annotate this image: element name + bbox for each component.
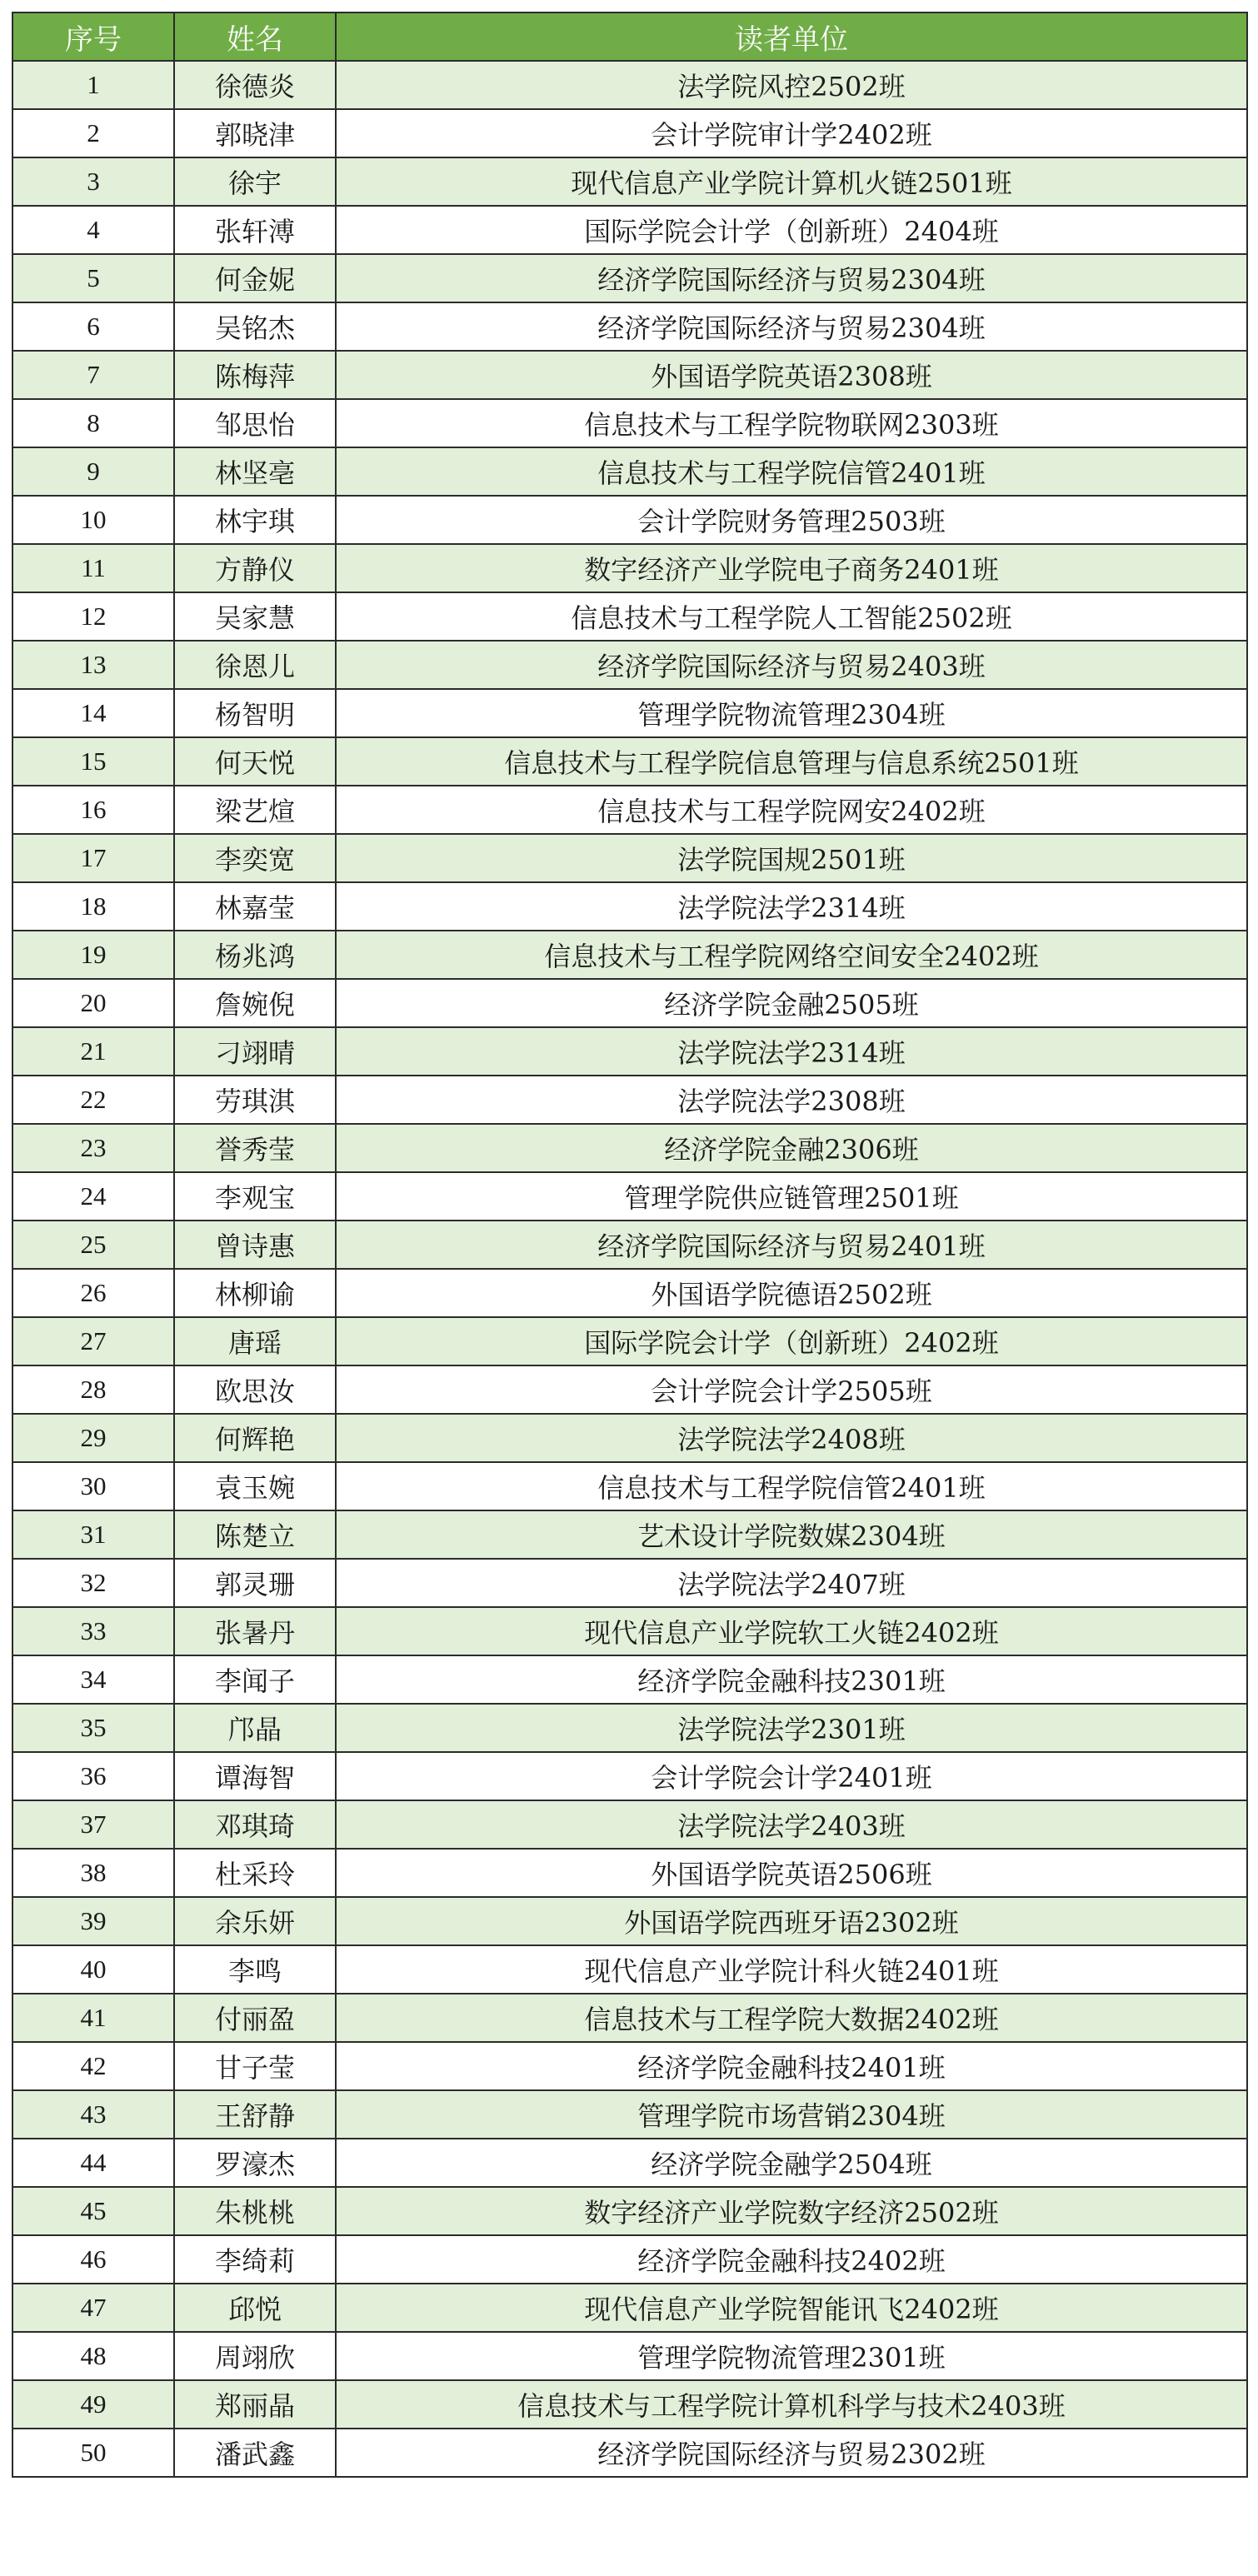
- row-index-cell: 30: [12, 1462, 174, 1510]
- row-index-cell: 43: [12, 2090, 174, 2139]
- table-row: [12, 157, 1247, 206]
- row-unit-cell: 信息技术与工程学院物联网2303班: [336, 399, 1247, 447]
- row-name-cell: 吴铭杰: [174, 302, 336, 351]
- row-index-cell: 33: [12, 1607, 174, 1655]
- table-row: [12, 931, 1247, 979]
- table-row: [12, 1076, 1247, 1124]
- row-unit-cell: 信息技术与工程学院网安2402班: [336, 786, 1247, 834]
- row-index-cell: 36: [12, 1752, 174, 1800]
- row-index-cell: 32: [12, 1559, 174, 1607]
- row-unit-cell: 经济学院金融科技2401班: [336, 2042, 1247, 2090]
- row-unit-cell: 信息技术与工程学院信管2401班: [336, 1462, 1247, 1510]
- row-index-cell: 48: [12, 2332, 174, 2380]
- row-index-cell: 17: [12, 834, 174, 882]
- row-name-cell: 劳琪淇: [174, 1076, 336, 1124]
- row-unit-cell: 外国语学院英语2308班: [336, 351, 1247, 399]
- row-name-cell: 罗濠杰: [174, 2139, 336, 2187]
- row-index-cell: 20: [12, 979, 174, 1027]
- row-name-cell: 袁玉婉: [174, 1462, 336, 1510]
- row-index-cell: 24: [12, 1172, 174, 1221]
- row-unit-cell: 信息技术与工程学院大数据2402班: [336, 1994, 1247, 2042]
- table-row: [12, 2284, 1247, 2332]
- row-unit-cell: 管理学院物流管理2304班: [336, 689, 1247, 737]
- table-row: [12, 2187, 1247, 2235]
- row-index-cell: 44: [12, 2139, 174, 2187]
- row-name-cell: 林坚亳: [174, 447, 336, 496]
- row-name-cell: 邓琪琦: [174, 1800, 336, 1849]
- row-name-cell: 李闻子: [174, 1655, 336, 1704]
- table-row: [12, 399, 1247, 447]
- row-name-cell: 杨智明: [174, 689, 336, 737]
- row-unit-cell: 外国语学院西班牙语2302班: [336, 1897, 1247, 1945]
- row-unit-cell: 经济学院国际经济与贸易2302班: [336, 2429, 1247, 2477]
- row-name-cell: 誉秀莹: [174, 1124, 336, 1172]
- row-index-cell: 4: [12, 206, 174, 254]
- table-row: [12, 109, 1247, 157]
- row-name-cell: 余乐妍: [174, 1897, 336, 1945]
- table-row: [12, 2139, 1247, 2187]
- row-name-cell: 谭海智: [174, 1752, 336, 1800]
- table-row: [12, 2042, 1247, 2090]
- table-row: [12, 641, 1247, 689]
- table-row: [12, 1317, 1247, 1365]
- table-header: [12, 12, 1247, 61]
- row-name-cell: 潘武鑫: [174, 2429, 336, 2477]
- row-unit-cell: 外国语学院德语2502班: [336, 1269, 1247, 1317]
- row-name-cell: 陈楚立: [174, 1510, 336, 1559]
- row-name-cell: 邹思怡: [174, 399, 336, 447]
- row-unit-cell: 艺术设计学院数媒2304班: [336, 1510, 1247, 1559]
- table-row: [12, 61, 1247, 109]
- table-row: [12, 2429, 1247, 2477]
- row-index-cell: 37: [12, 1800, 174, 1849]
- row-index-cell: 11: [12, 544, 174, 592]
- table-row: [12, 1510, 1247, 1559]
- column-header-index: 序号: [12, 12, 174, 61]
- row-unit-cell: 法学院法学2314班: [336, 1027, 1247, 1076]
- table-row: [12, 592, 1247, 641]
- row-index-cell: 47: [12, 2284, 174, 2332]
- row-index-cell: 34: [12, 1655, 174, 1704]
- table-body: [12, 61, 1247, 2477]
- row-name-cell: 林柳谕: [174, 1269, 336, 1317]
- row-index-cell: 1: [12, 61, 174, 109]
- row-unit-cell: 法学院法学2407班: [336, 1559, 1247, 1607]
- row-unit-cell: 经济学院国际经济与贸易2403班: [336, 641, 1247, 689]
- row-index-cell: 39: [12, 1897, 174, 1945]
- table-row: [12, 834, 1247, 882]
- row-unit-cell: 经济学院国际经济与贸易2304班: [336, 254, 1247, 302]
- row-unit-cell: 国际学院会计学（创新班）2404班: [336, 206, 1247, 254]
- table-row: [12, 1897, 1247, 1945]
- table-row: [12, 447, 1247, 496]
- table-row: [12, 1365, 1247, 1414]
- row-index-cell: 46: [12, 2235, 174, 2284]
- table-row: [12, 1994, 1247, 2042]
- table-row: [12, 1752, 1247, 1800]
- row-index-cell: 29: [12, 1414, 174, 1462]
- row-unit-cell: 现代信息产业学院计科火链2401班: [336, 1945, 1247, 1994]
- row-name-cell: 欧思汝: [174, 1365, 336, 1414]
- row-index-cell: 50: [12, 2429, 174, 2477]
- row-index-cell: 31: [12, 1510, 174, 1559]
- table-row: [12, 206, 1247, 254]
- row-index-cell: 12: [12, 592, 174, 641]
- table-row: [12, 1945, 1247, 1994]
- row-name-cell: 曾诗惠: [174, 1221, 336, 1269]
- row-name-cell: 陈梅萍: [174, 351, 336, 399]
- row-index-cell: 27: [12, 1317, 174, 1365]
- row-name-cell: 林宇琪: [174, 496, 336, 544]
- row-name-cell: 李观宝: [174, 1172, 336, 1221]
- row-index-cell: 8: [12, 399, 174, 447]
- row-unit-cell: 会计学院会计学2401班: [336, 1752, 1247, 1800]
- table-row: [12, 786, 1247, 834]
- row-unit-cell: 信息技术与工程学院人工智能2502班: [336, 592, 1247, 641]
- row-index-cell: 18: [12, 882, 174, 931]
- table-row: [12, 1172, 1247, 1221]
- row-index-cell: 6: [12, 302, 174, 351]
- row-index-cell: 7: [12, 351, 174, 399]
- row-index-cell: 23: [12, 1124, 174, 1172]
- row-unit-cell: 经济学院金融2505班: [336, 979, 1247, 1027]
- header-row: [12, 12, 1247, 61]
- row-unit-cell: 现代信息产业学院智能讯飞2402班: [336, 2284, 1247, 2332]
- column-header-unit: 读者单位: [336, 12, 1247, 61]
- row-name-cell: 李奕宽: [174, 834, 336, 882]
- row-index-cell: 5: [12, 254, 174, 302]
- table-row: [12, 2380, 1247, 2429]
- row-name-cell: 徐宇: [174, 157, 336, 206]
- row-unit-cell: 法学院法学2408班: [336, 1414, 1247, 1462]
- row-index-cell: 21: [12, 1027, 174, 1076]
- row-unit-cell: 会计学院会计学2505班: [336, 1365, 1247, 1414]
- row-name-cell: 唐瑶: [174, 1317, 336, 1365]
- table-row: [12, 1124, 1247, 1172]
- table-row: [12, 882, 1247, 931]
- table-row: [12, 496, 1247, 544]
- row-index-cell: 3: [12, 157, 174, 206]
- row-index-cell: 16: [12, 786, 174, 834]
- row-name-cell: 邱悦: [174, 2284, 336, 2332]
- row-unit-cell: 会计学院财务管理2503班: [336, 496, 1247, 544]
- row-unit-cell: 国际学院会计学（创新班）2402班: [336, 1317, 1247, 1365]
- table-row: [12, 1027, 1247, 1076]
- row-unit-cell: 经济学院金融科技2301班: [336, 1655, 1247, 1704]
- row-index-cell: 28: [12, 1365, 174, 1414]
- row-index-cell: 22: [12, 1076, 174, 1124]
- row-unit-cell: 管理学院供应链管理2501班: [336, 1172, 1247, 1221]
- row-unit-cell: 法学院法学2301班: [336, 1704, 1247, 1752]
- row-name-cell: 徐德炎: [174, 61, 336, 109]
- table-row: [12, 1849, 1247, 1897]
- row-unit-cell: 管理学院物流管理2301班: [336, 2332, 1247, 2380]
- row-unit-cell: 法学院法学2308班: [336, 1076, 1247, 1124]
- table-row: [12, 1414, 1247, 1462]
- table-row: [12, 689, 1247, 737]
- table-row: [12, 351, 1247, 399]
- row-unit-cell: 法学院国规2501班: [336, 834, 1247, 882]
- row-index-cell: 10: [12, 496, 174, 544]
- row-index-cell: 26: [12, 1269, 174, 1317]
- row-index-cell: 45: [12, 2187, 174, 2235]
- table-row: [12, 2235, 1247, 2284]
- row-unit-cell: 经济学院金融2306班: [336, 1124, 1247, 1172]
- row-unit-cell: 现代信息产业学院计算机火链2501班: [336, 157, 1247, 206]
- row-name-cell: 杨兆鸿: [174, 931, 336, 979]
- row-name-cell: 付丽盈: [174, 1994, 336, 2042]
- row-name-cell: 张轩溥: [174, 206, 336, 254]
- row-name-cell: 张暑丹: [174, 1607, 336, 1655]
- row-index-cell: 38: [12, 1849, 174, 1897]
- row-name-cell: 何辉艳: [174, 1414, 336, 1462]
- row-index-cell: 35: [12, 1704, 174, 1752]
- row-name-cell: 詹婉倪: [174, 979, 336, 1027]
- row-unit-cell: 会计学院审计学2402班: [336, 109, 1247, 157]
- row-index-cell: 19: [12, 931, 174, 979]
- table-row: [12, 1704, 1247, 1752]
- row-name-cell: 吴家慧: [174, 592, 336, 641]
- row-unit-cell: 现代信息产业学院软工火链2402班: [336, 1607, 1247, 1655]
- table-row: [12, 1559, 1247, 1607]
- row-unit-cell: 信息技术与工程学院网络空间安全2402班: [336, 931, 1247, 979]
- row-unit-cell: 数字经济产业学院数字经济2502班: [336, 2187, 1247, 2235]
- table-row: [12, 254, 1247, 302]
- row-name-cell: 郑丽晶: [174, 2380, 336, 2429]
- column-header-name: 姓名: [174, 12, 336, 61]
- row-name-cell: 梁艺煊: [174, 786, 336, 834]
- row-name-cell: 徐恩儿: [174, 641, 336, 689]
- row-index-cell: 41: [12, 1994, 174, 2042]
- row-unit-cell: 信息技术与工程学院信息管理与信息系统2501班: [336, 737, 1247, 786]
- row-unit-cell: 信息技术与工程学院信管2401班: [336, 447, 1247, 496]
- row-index-cell: 15: [12, 737, 174, 786]
- row-name-cell: 李鸣: [174, 1945, 336, 1994]
- row-name-cell: 刁翊晴: [174, 1027, 336, 1076]
- row-index-cell: 42: [12, 2042, 174, 2090]
- table-row: [12, 1655, 1247, 1704]
- row-name-cell: 林嘉莹: [174, 882, 336, 931]
- row-name-cell: 王舒静: [174, 2090, 336, 2139]
- table-row: [12, 1269, 1247, 1317]
- row-index-cell: 14: [12, 689, 174, 737]
- row-unit-cell: 法学院法学2314班: [336, 882, 1247, 931]
- row-unit-cell: 信息技术与工程学院计算机科学与技术2403班: [336, 2380, 1247, 2429]
- row-name-cell: 邝晶: [174, 1704, 336, 1752]
- table-row: [12, 979, 1247, 1027]
- table-row: [12, 544, 1247, 592]
- row-name-cell: 郭灵珊: [174, 1559, 336, 1607]
- reader-roster-table: [12, 12, 1248, 2478]
- row-unit-cell: 法学院法学2403班: [336, 1800, 1247, 1849]
- row-name-cell: 朱桃桃: [174, 2187, 336, 2235]
- row-index-cell: 25: [12, 1221, 174, 1269]
- table-row: [12, 737, 1247, 786]
- table-row: [12, 302, 1247, 351]
- table-row: [12, 1221, 1247, 1269]
- row-name-cell: 李绮莉: [174, 2235, 336, 2284]
- row-name-cell: 甘子莹: [174, 2042, 336, 2090]
- row-index-cell: 40: [12, 1945, 174, 1994]
- row-unit-cell: 外国语学院英语2506班: [336, 1849, 1247, 1897]
- table-row: [12, 1607, 1247, 1655]
- row-unit-cell: 经济学院国际经济与贸易2401班: [336, 1221, 1247, 1269]
- row-unit-cell: 管理学院市场营销2304班: [336, 2090, 1247, 2139]
- row-unit-cell: 经济学院金融科技2402班: [336, 2235, 1247, 2284]
- row-name-cell: 何天悦: [174, 737, 336, 786]
- table-row: [12, 2090, 1247, 2139]
- row-name-cell: 杜采玲: [174, 1849, 336, 1897]
- row-index-cell: 13: [12, 641, 174, 689]
- row-index-cell: 2: [12, 109, 174, 157]
- row-name-cell: 何金妮: [174, 254, 336, 302]
- row-unit-cell: 数字经济产业学院电子商务2401班: [336, 544, 1247, 592]
- table-row: [12, 1462, 1247, 1510]
- row-unit-cell: 经济学院国际经济与贸易2304班: [336, 302, 1247, 351]
- row-unit-cell: 法学院风控2502班: [336, 61, 1247, 109]
- table-row: [12, 2332, 1247, 2380]
- row-name-cell: 郭晓津: [174, 109, 336, 157]
- row-name-cell: 方静仪: [174, 544, 336, 592]
- row-index-cell: 9: [12, 447, 174, 496]
- row-unit-cell: 经济学院金融学2504班: [336, 2139, 1247, 2187]
- row-name-cell: 周翊欣: [174, 2332, 336, 2380]
- row-index-cell: 49: [12, 2380, 174, 2429]
- table-row: [12, 1800, 1247, 1849]
